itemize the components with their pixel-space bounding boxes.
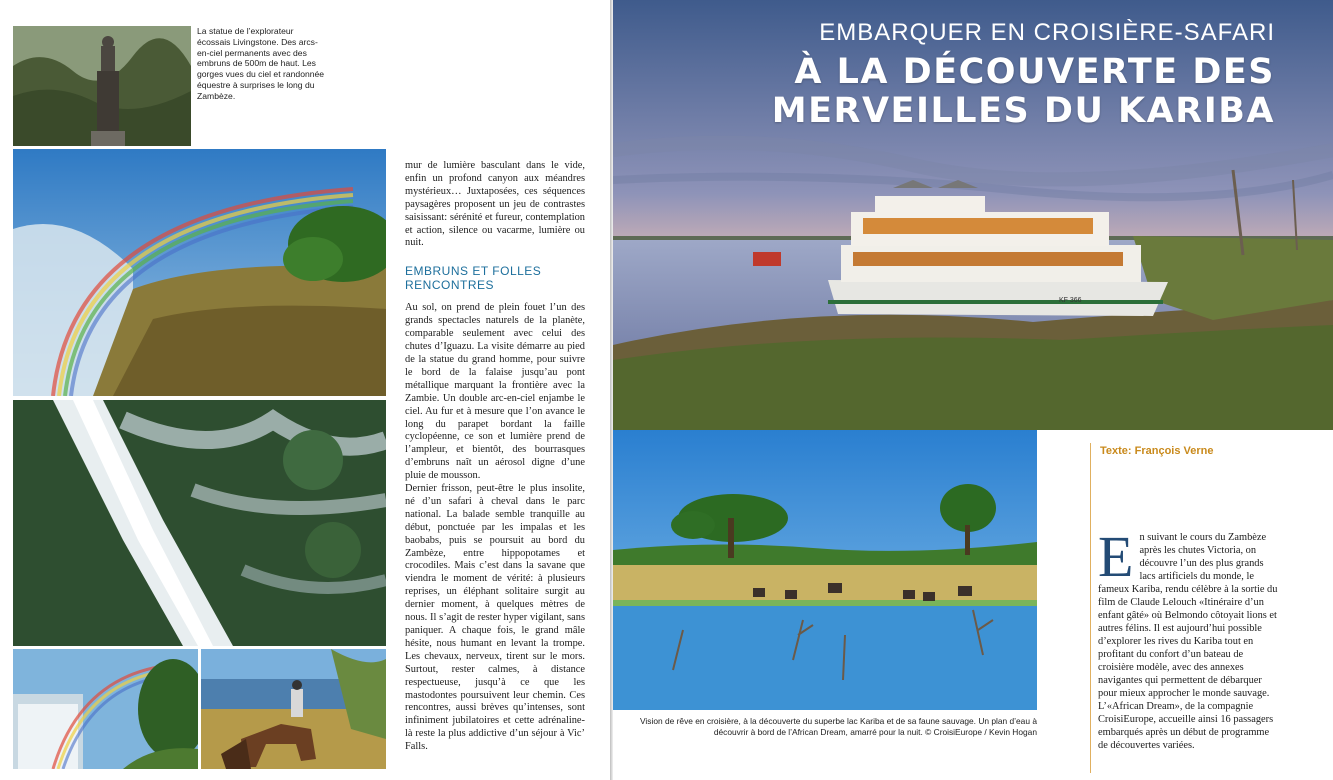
article-kicker: EMBARQUER EN CROISIÈRE-SAFARI <box>819 19 1275 46</box>
body-paragraph-1: Au sol, on prend de plein fouet l’un des grands spectacles naturels de la planète, comparable seulement avec celui des chutes d’Iguazu. La visite démarre au pied de la statue du grand homme, pour suivre le bord de la falaise jusqu’au pont métallique marquant la frontière avec la Zambie. Un double arc-en-ciel enjambe le ciel. Au fur et à mesure que l’on avance le long du parapet bordant la faille cyclopéenne, ce son et lumière prend de l’ampleur, et bientôt, des bourrasques d’embruns naît un aérosol digne d’une pluie de mousson. <box>405 302 585 482</box>
rainbow-falls-photo <box>13 149 386 396</box>
falls-rainbow-small-photo <box>13 649 198 769</box>
cruise-boat-hero-photo <box>613 0 1333 430</box>
left-page <box>0 0 610 780</box>
body-intro-paragraph: mur de lumière basculant dans le vide, enfin un profond canyon aux méandres mystérieux… Juxtaposées, ces séquences paysagères proposent un jeu de contrastes saisissant: sérénité et fureur, contemplation et action, silence ou vacarme, lumière ou nuit. <box>405 160 585 249</box>
top-photo-caption: La statue de l’explorateur écossais Livingstone. Des arcs-en-ciel permanents avec des embruns de 500m de haut. Les gorges vues du ciel et randonnée équestre à surprises le long du Zambèze. <box>197 26 325 101</box>
intro-column <box>1098 524 1278 752</box>
aerial-gorge-photo <box>13 400 386 646</box>
section-subhead: EMBRUNS ET FOLLES RENCONTRES <box>405 264 542 293</box>
livingstone-statue-photo <box>13 26 191 146</box>
author-credit: Texte: François Verne <box>1100 445 1214 457</box>
elephants-lake-photo <box>613 430 1037 710</box>
article-headline <box>772 53 1275 131</box>
intro-paragraph: n suivant le cours du Zambèze après les chutes Victoria, on découvre l’un des plus grands lacs artificiels du monde, le fameux Kariba, rendu célèbre à la sortie du film de Claude Lelouch «Itinéraire d’un enfant gâté» où Belmondo côtoyait lions et autres félins. Il est aujourd’hui possible d’explorer les rives du Kariba tout en profitant du confort d’un bateau de croisière modèle, avec des annexes navigantes qui permettent de débarquer pour mieux approcher le monde sauvage. L’«African Dream», de la compagnie CroisiEurope, accueille ainsi 16 passagers embarqués après un début de programme de découvertes variées. <box>1098 532 1278 751</box>
lake-photo-caption: Vision de rêve en croisière, à la découverte du superbe lac Kariba et de sa faune sauvage. Un plan d’eau à découvrir à bord de l’African Dream, amarré pour la nuit. © CroisiEurope / Kevin Hogan <box>640 716 1037 737</box>
author-rule <box>1090 443 1091 773</box>
horse-safari-photo <box>201 649 386 769</box>
body-paragraph-2: Dernier frisson, peut-être le plus insolite, né d’un safari à cheval dans le parc national. La balade semble tranquille au début, ponctuée par les impalas et les baobabs, puis se poursuit au bord du Zambèze, entre hippopotames et crocodiles. Mais c’est dans la savane que viendra le moment de vérité: à plusieurs reprises, un éléphant solitaire surgit au dernier moment, à quelques mètres de nous. Il s’agit de rester hyper vigilant, sans paniquer. A chaque fois, le grand mâle hésite, nous humant en levant la trompe. Les chevaux, nerveux, tirent sur le mors. Surtout, rester calmes, à distance respectueuse, jusqu’à ce que les mastodontes poursuivent leur chemin. Ces rencontres, aussi brèves qu’intenses, sont infiniment jubilatoires et cette adrénaline-là reste la plus addictive d’un séjour à Vic’ Falls. <box>405 483 585 753</box>
right-page <box>613 0 1333 780</box>
boat-label: KF 366 <box>1059 297 1082 304</box>
headline-line-2: MERVEILLES DU KARIBA <box>771 91 1275 131</box>
left-body-column <box>405 160 585 754</box>
headline-line-1: À LA DÉCOUVERTE DES <box>794 52 1275 92</box>
drop-cap: E <box>1098 524 1134 589</box>
